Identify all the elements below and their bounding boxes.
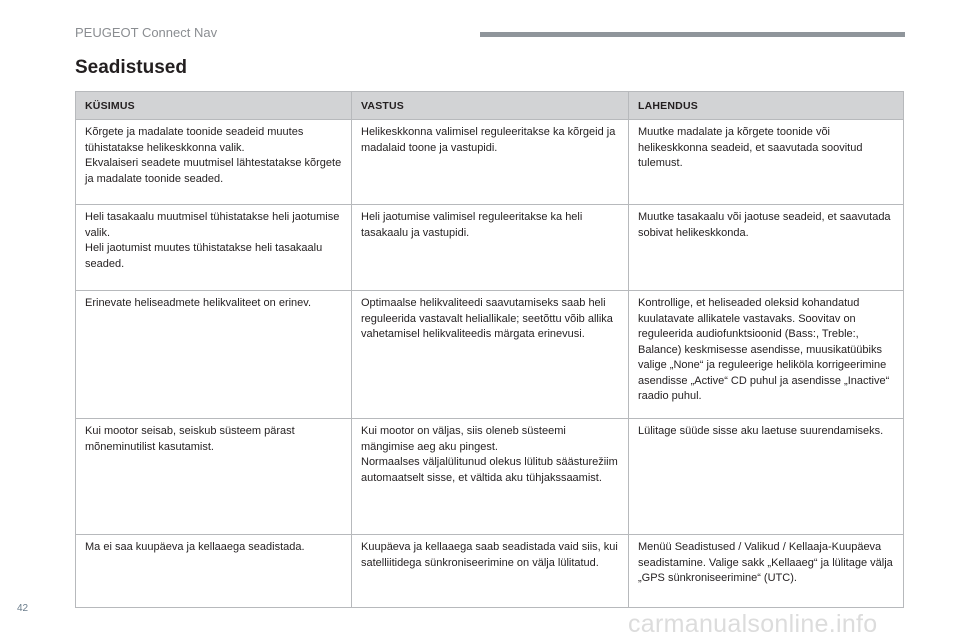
question-cell: Erinevate heliseadmete helikvaliteet on erinev. <box>76 291 352 419</box>
solution-cell: Muutke madalate ja kõrgete toonide või helikeskkonna seadeid, et saavutada soovitud tulemust. <box>629 120 904 205</box>
answer-cell: Optimaalse helikvaliteedi saavutamiseks saab heli reguleerida vastavalt heliallikale; seetõttu võib allika vahetamisel helikvaliteedis märgata erinevusi. <box>352 291 629 419</box>
answer-cell: Heli jaotumise valimisel reguleeritakse ka heli tasakaalu ja vastupidi. <box>352 205 629 291</box>
header-title: PEUGEOT Connect Nav <box>75 25 218 40</box>
solution-cell: Lülitage süüde sisse aku laetuse suurendamiseks. <box>629 419 904 535</box>
question-cell: Ma ei saa kuupäeva ja kellaaega seadistada. <box>76 535 352 608</box>
header-rule <box>480 32 905 37</box>
table-row <box>76 205 904 291</box>
answer-cell: Kuupäeva ja kellaaega saab seadistada vaid siis, kui satelliitidega sünkroniseerimine on välja lülitatud. <box>352 535 629 608</box>
table-header-row <box>76 92 904 120</box>
section-title: Seadistused <box>75 57 187 78</box>
solution-cell: Menüü Seadistused / Valikud / Kellaaja-Kuupäeva seadistamine. Valige sakk „Kellaaeg“ ja lülitage välja „GPS sünkroniseerimine“ (UTC). <box>629 535 904 608</box>
column-header-solution: LAHENDUS <box>629 92 904 120</box>
answer-cell: Kui mootor on väljas, siis oleneb süsteemi mängimise aeg aku pingest. Normaalses väljalülitunud olekus lülitub säästurežiim automaatselt sisse, et vältida aku tühjakssaamist. <box>352 419 629 535</box>
question-cell: Kui mootor seisab, seiskub süsteem pärast mõneminutilist kasutamist. <box>76 419 352 535</box>
question-cell: Heli tasakaalu muutmisel tühistatakse heli jaotumise valik. Heli jaotumist muutes tühistatakse heli tasakaalu seaded. <box>76 205 352 291</box>
troubleshooting-table <box>75 91 904 608</box>
question-cell: Kõrgete ja madalate toonide seadeid muutes tühistatakse helikeskkonna valik. Ekvalaiseri seadete muutmisel lähtestatakse kõrgete ja madalate toonide seaded. <box>76 120 352 205</box>
column-header-answer: VASTUS <box>352 92 629 120</box>
solution-cell: Muutke tasakaalu või jaotuse seadeid, et saavutada sobivat helikeskkonda. <box>629 205 904 291</box>
solution-cell: Kontrollige, et heliseaded oleksid kohandatud kuulatavate allikatele vastavaks. Soovitav on reguleerida audiofunktsioonid (Bass:, Treble:, Balance) keskmisesse asendisse, muusikatüübiks valige „None“ ja reguleerige heliköla korrigeerimine asendisse „Active“ CD puhul ja asendisse „Inactive“ raadio puhul. <box>629 291 904 419</box>
watermark: carmanualsonline.info <box>628 610 878 638</box>
column-header-question: KÜSIMUS <box>76 92 352 120</box>
table-row <box>76 419 904 535</box>
table-row <box>76 120 904 205</box>
page-number: 42 <box>17 603 29 614</box>
answer-cell: Helikeskkonna valimisel reguleeritakse ka kõrgeid ja madalaid toone ja vastupidi. <box>352 120 629 205</box>
table-row <box>76 291 904 419</box>
table-row <box>76 535 904 608</box>
